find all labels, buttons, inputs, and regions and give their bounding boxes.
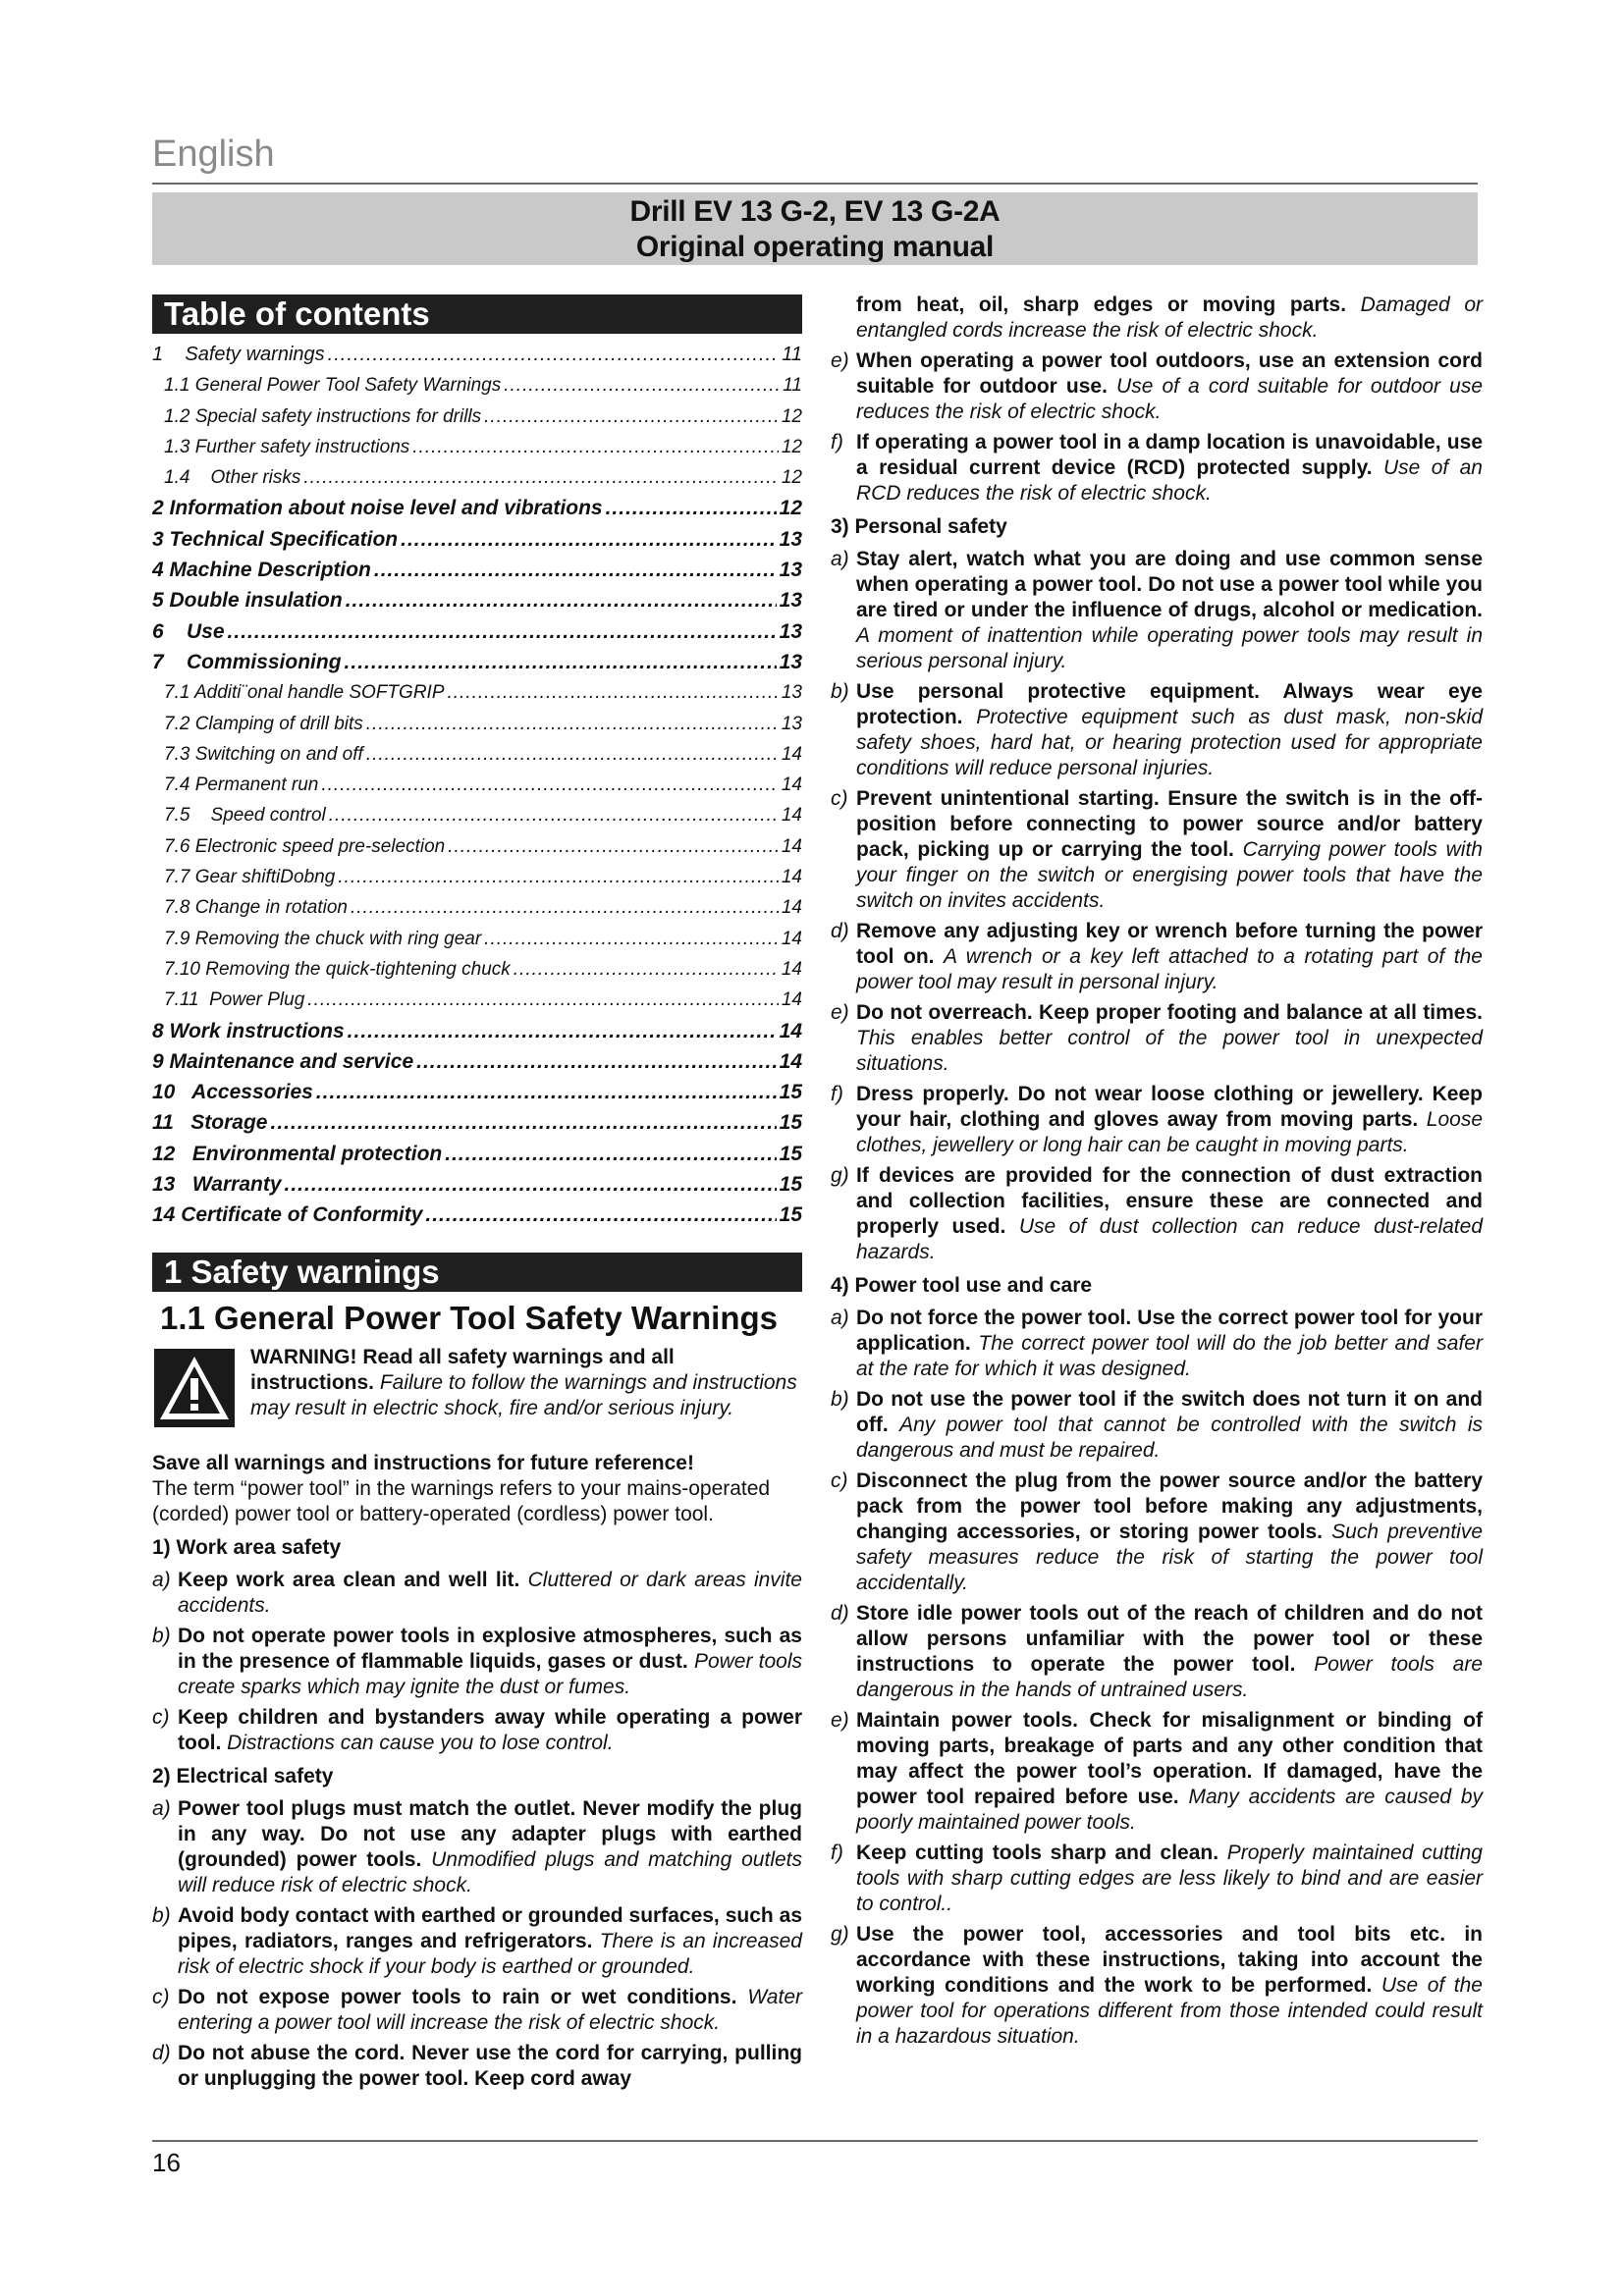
item-text: A wrench or a key left attached to a rotating part of the power tool may result in personal injury. (856, 945, 1483, 993)
list-item (152, 1705, 802, 1756)
toc-dot-leader (328, 340, 780, 370)
toc-entry[interactable] (152, 739, 802, 770)
page-number: 16 (152, 2148, 181, 2177)
toc-dot-leader (401, 524, 777, 555)
list-item (152, 1985, 802, 2036)
toc-entry-label: 7 Commissioning (152, 650, 342, 673)
item-text: Such preventive safety measures reduce the risk of starting the power tool accidentally. (856, 1521, 1484, 1594)
toc-entry-label: 14 Certificate of Conformity (152, 1203, 423, 1227)
item-text: Power tools create sparks which may ignite the dust or fumes. (178, 1649, 803, 1698)
item-body (178, 1624, 802, 1700)
item-bold: Use personal protective equipment. Always wear eye protection. (856, 680, 1483, 728)
toc-entry-label: 7.1 Additi¨onal handle SOFTGRIP (164, 682, 445, 704)
toc-entry-label: 1.2 Special safety instructions for drills (164, 405, 482, 427)
warning-text: Failure to follow the warnings and instructions may result in electric shock, fire and/or serious injury. (250, 1370, 797, 1419)
toc-entry-label: 7.5 Speed control (164, 805, 326, 827)
toc-dot-leader (448, 831, 779, 862)
toc-dot-leader (303, 462, 778, 493)
item-text: Loose clothes, jewellery or long hair can be caught in moving parts. (856, 1108, 1484, 1156)
item-bold: Dress properly. Do not wear loose clothing or jewellery. Keep your hair, clothing and gloves away from moving parts. (856, 1083, 1483, 1131)
item-bold: Disconnect the plug from the power source and/or the battery pack from the power tool before making any adjustments, changing accessories, or storing power tools. (856, 1469, 1483, 1543)
toc-entry-label: 7.8 Change in rotation (164, 897, 348, 919)
item-bold: Do not expose power tools to rain or wet conditions. (178, 1985, 737, 2008)
item-body (856, 430, 1483, 507)
item-bold: Avoid body contact with earthed or grounded surfaces, such as pipes, radiators, ranges and refrigerators. (178, 1903, 802, 1952)
list-item (831, 1163, 1483, 1265)
electrical-safety-continued (831, 348, 1483, 507)
toc-dot-leader (606, 493, 777, 523)
toc-entry-page: 11 (783, 375, 802, 397)
toc-entry-label: 2 Information about noise level and vibrations (152, 497, 603, 520)
subsection-heading: 1.1 General Power Tool Safety Warnings (160, 1299, 778, 1336)
item-body (856, 1000, 1483, 1077)
toc-entry-page: 13 (779, 650, 802, 673)
group-title: 4) Power tool use and care (831, 1274, 1093, 1297)
item-marker: a) (152, 1796, 171, 1820)
toc-entry-page: 13 (779, 559, 802, 582)
item-body (856, 1468, 1483, 1596)
list-item (831, 1000, 1483, 1077)
toc-entry-page: 12 (781, 405, 802, 427)
toc-entry-page: 15 (779, 1111, 802, 1135)
item-body (856, 547, 1483, 674)
toc-dot-leader (316, 1077, 777, 1107)
toc-entry[interactable] (152, 1016, 802, 1046)
item-text: Carrying power tools with your finger on the switch or energising power tools that have the switch on invites accidents. (856, 838, 1483, 912)
toc-entry-label: 5 Double insulation (152, 589, 343, 613)
item-marker: c) (831, 1469, 848, 1492)
list-item (831, 1082, 1483, 1158)
toc-entry-label: 7.9 Removing the chuck with ring gear (164, 928, 482, 949)
toc-dot-leader (374, 555, 777, 585)
toc-entry-page: 14 (779, 1019, 802, 1042)
toc-entry-page: 12 (781, 467, 802, 489)
toc-dot-leader (412, 432, 779, 462)
item-marker: d) (831, 920, 849, 942)
toc-entry-label: 10 Accessories (152, 1081, 313, 1104)
item-marker: g) (831, 1164, 849, 1187)
warning-bold-text: WARNING! Read all safety warnings and all instructions. (250, 1345, 675, 1394)
item-bold: from heat, oil, sharp edges or moving parts. (856, 294, 1347, 316)
item-body (178, 2041, 802, 2092)
list-item (152, 1624, 802, 1700)
list-item (831, 1601, 1483, 1703)
item-bold: Stay alert, watch what you are doing and use common sense when operating a power tool. Do not use a power tool while you are tired or under the influence of drugs, alcohol or medication. (856, 548, 1483, 621)
toc-entry[interactable] (152, 677, 802, 708)
toc-entry-page: 13 (779, 619, 802, 643)
toc-entry[interactable] (152, 555, 802, 585)
item-bold: Do not force the power tool. Use the correct power tool for your application. (856, 1307, 1483, 1355)
item-bold: Do not operate power tools in explosive atmospheres, such as in the presence of flammable liquids, gases or dust. (178, 1624, 802, 1673)
toc-entry[interactable] (152, 1107, 802, 1138)
toc-dot-leader (346, 585, 777, 615)
item-body (178, 1985, 802, 2036)
toc-dot-leader (271, 1107, 777, 1138)
toc-entry-page: 15 (779, 1081, 802, 1104)
language-label: English (152, 133, 275, 175)
toc-entry-page: 14 (781, 835, 802, 857)
toc-entry-label: 8 Work instructions (152, 1019, 345, 1042)
item-text: Unmodified plugs and matching outlets will reduce risk of electric shock. (178, 1847, 802, 1896)
list-item (831, 1387, 1483, 1464)
item-body (856, 786, 1483, 914)
item-bold: Store idle power tools out of the reach of children and do not allow persons unfamiliar with the power tool or these instructions to operate the power tool. (856, 1602, 1483, 1676)
toc-entry[interactable] (152, 1077, 802, 1107)
toc-entry-page: 14 (779, 1049, 802, 1073)
item-marker: e) (831, 1001, 849, 1024)
toc-dot-leader (484, 924, 779, 954)
item-marker: c) (152, 1705, 170, 1729)
toc-entry-label: 3 Technical Specification (152, 527, 399, 551)
toc-dot-leader (351, 892, 779, 923)
list-item (831, 430, 1483, 507)
toc-dot-leader (366, 739, 779, 770)
toc-entry-page: 14 (781, 897, 802, 919)
list-item (831, 679, 1483, 781)
toc-entry-page: 14 (781, 867, 802, 888)
left-column (152, 294, 802, 2092)
toc-entry[interactable] (152, 524, 802, 555)
warning-box (152, 1345, 802, 1429)
toc-entry-page: 14 (781, 958, 802, 980)
toc-dot-leader (425, 1200, 776, 1230)
toc-entry[interactable] (152, 493, 802, 523)
toc-entry-label: 7.11 Power Plug (164, 989, 305, 1011)
item-body (178, 1568, 802, 1619)
toc-entry-label: 6 Use (152, 619, 225, 643)
item-bold: Remove any adjusting key or wrench before turning the power tool on. (856, 920, 1483, 968)
document-title: Drill EV 13 G-2, EV 13 G-2A (629, 195, 1001, 228)
toc-dot-leader (228, 616, 777, 647)
item-body (178, 1903, 802, 1980)
item-bold: Power tool plugs must match the outlet. Never modify the plug in any way. Do not use any adapter plugs with earthed (grounded) power tools. (178, 1796, 802, 1871)
toc-entry-label: 7.7 Gear shiftiDobng (164, 867, 336, 888)
section-heading: 1 Safety warnings (152, 1253, 802, 1292)
group-title: 3) Personal safety (831, 515, 1007, 538)
term-paragraph: The term “power tool” in the warnings refers to your mains-operated (corded) power tool or battery-operated (cordless) power tool. (152, 1476, 771, 1525)
toc-entry-page: 14 (781, 743, 802, 765)
list-item (152, 1903, 802, 1980)
item-body (856, 1601, 1483, 1703)
warning-triangle-icon (154, 1349, 235, 1427)
toc-entry-label: 7.6 Electronic speed pre-selection (164, 835, 446, 857)
toc-dot-leader (321, 770, 778, 800)
toc-entry[interactable] (152, 985, 802, 1015)
list-item (831, 1922, 1483, 2050)
item-marker: b) (152, 1624, 171, 1647)
item-body (856, 679, 1483, 781)
item-text: Any power tool that cannot be controlled with the switch is dangerous and must be repaired. (856, 1414, 1483, 1462)
item-bold: Use the power tool, accessories and tool bits etc. in accordance with these instructions, taking into account the working conditions and the work to be performed. (856, 1923, 1483, 1997)
toc-entry[interactable] (152, 770, 802, 800)
list-item (831, 547, 1483, 674)
item-marker: b) (831, 1388, 849, 1411)
toc-entry[interactable] (152, 370, 802, 400)
toc-dot-leader (504, 370, 780, 400)
item-bold: If devices are provided for the connection of dust extraction and collection facilities, ensure these are connected and properly used. (856, 1164, 1483, 1238)
item-body (856, 1163, 1483, 1265)
list-item (831, 919, 1483, 995)
toc-entry-label: 11 Storage (152, 1111, 268, 1135)
item-marker: a) (831, 1307, 849, 1329)
list-item (831, 348, 1483, 425)
item-bold: If operating a power tool in a damp location is unavoidable, use a residual current device (RCD) protected supply. (856, 431, 1483, 479)
toc-entry-page: 14 (781, 989, 802, 1011)
item-marker: e) (831, 1709, 849, 1732)
toc-entry[interactable] (152, 1200, 802, 1230)
toc-dot-leader (445, 1139, 776, 1169)
toc-entry[interactable] (152, 1169, 802, 1200)
item-text: Properly maintained cutting tools with sharp cutting edges are less likely to bind and are easier to control.. (856, 1842, 1483, 1915)
list-item (831, 1306, 1483, 1382)
item-bold: Prevent unintentional starting. Ensure the switch is in the off-position before connecting to power source and/or battery pack, picking up or carrying the tool. (856, 787, 1483, 861)
toc-entry-page: 15 (779, 1173, 802, 1197)
item-text: Cluttered or dark areas invite accidents. (178, 1568, 802, 1617)
item-body (856, 919, 1483, 995)
toc-dot-leader (448, 677, 779, 708)
item-bold: When operating a power tool outdoors, use an extension cord suitable for outdoor use. (856, 349, 1483, 398)
item-body (856, 1306, 1483, 1382)
item-text: Use of a cord suitable for outdoor use reduces the risk of electric shock. (856, 375, 1483, 423)
item-text: Many accidents are caused by poorly maintained power tools. (856, 1786, 1484, 1834)
item-marker: a) (152, 1568, 171, 1591)
item-marker: d) (152, 2041, 171, 2064)
item-text: Use of an RCD reduces the risk of electric shock. (856, 456, 1483, 505)
toc-entry[interactable] (152, 647, 802, 677)
toc-entry[interactable] (152, 831, 802, 862)
toc-entry-label: 4 Machine Description (152, 559, 371, 582)
item-marker: d) (831, 1602, 849, 1625)
toc-entry-page: 14 (781, 928, 802, 949)
list-item (831, 1708, 1483, 1836)
item-text: Protective equipment such as dust mask, non-skid safety shoes, hard hat, or hearing protection used for appropriate conditions will reduce personal injuries. (856, 706, 1483, 779)
header-divider (152, 183, 1478, 185)
toc-entry-page: 12 (781, 436, 802, 457)
toc-entry[interactable] (152, 709, 802, 739)
toc-entry-page: 13 (781, 682, 802, 704)
toc-dot-leader (366, 709, 779, 739)
toc-dot-leader (416, 1046, 777, 1077)
item-marker: f) (831, 1083, 843, 1105)
toc-dot-leader (285, 1169, 777, 1200)
item-bold: Keep children and bystanders away while operating a power tool. (178, 1705, 802, 1754)
toc-entry-label: 7.4 Permanent run (164, 774, 319, 796)
item-text: Power tools are dangerous in the hands of untrained users. (856, 1653, 1483, 1701)
toc-entry[interactable] (152, 800, 802, 830)
toc-entry[interactable] (152, 954, 802, 985)
toc-entry-label: 7.10 Removing the quick-tightening chuck (164, 958, 511, 980)
footer-divider (152, 2140, 1478, 2142)
item-body (856, 1922, 1483, 2050)
toc-entry[interactable] (152, 616, 802, 647)
list-item (831, 293, 1483, 344)
item-text: Damaged or entangled cords increase the risk of electric shock. (856, 294, 1483, 342)
item-text: The correct power tool will do the job better and safer at the rate for which it was designed. (856, 1332, 1483, 1380)
table-of-contents (152, 340, 802, 1231)
item-body (178, 1705, 802, 1756)
item-body (856, 1387, 1483, 1464)
item-bold: Maintain power tools. Check for misalignment or binding of moving parts, breakage of parts and any other condition that may affect the power tool’s operation. If damaged, have the power tool repaired before use. (856, 1709, 1483, 1808)
item-marker: g) (831, 1923, 849, 1946)
item-bold: Do not use the power tool if the switch does not turn it on and off. (856, 1388, 1483, 1436)
toc-entry-page: 13 (779, 527, 802, 551)
toc-dot-leader (307, 985, 779, 1015)
item-marker: b) (152, 1903, 171, 1927)
list-item (831, 1468, 1483, 1596)
item-marker: f) (831, 431, 843, 454)
toc-dot-leader (484, 401, 779, 432)
toc-entry-page: 12 (779, 497, 802, 520)
item-bold: Do not abuse the cord. Never use the cord for carrying, pulling or unplugging the power tool. Keep cord away (178, 2041, 802, 2090)
toc-dot-leader (345, 647, 777, 677)
item-text: This enables better control of the power tool in unexpected situations. (856, 1027, 1483, 1075)
toc-entry-label: 1.3 Further safety instructions (164, 436, 410, 457)
item-text: Water entering a power tool will increase the risk of electric shock. (178, 1985, 802, 2034)
toc-entry[interactable] (152, 862, 802, 892)
toc-entry[interactable] (152, 892, 802, 923)
item-bold: Keep cutting tools sharp and clean. (856, 1842, 1219, 1864)
item-text: A moment of inattention while operating power tools may result in serious personal injury. (856, 624, 1483, 672)
toc-entry[interactable] (152, 462, 802, 493)
list-item (831, 1841, 1483, 1917)
item-bold: Keep work area clean and well lit. (178, 1568, 520, 1591)
toc-entry-label: 7.3 Switching on and off (164, 743, 363, 765)
save-instructions: Save all warnings and instructions for future reference! (152, 1451, 694, 1474)
left-warning-groups (152, 1533, 802, 2092)
list-item (152, 2041, 802, 2092)
toc-entry-label: 1.1 General Power Tool Safety Warnings (164, 375, 502, 397)
toc-dot-leader (329, 800, 779, 830)
item-body (856, 1082, 1483, 1158)
item-marker: f) (831, 1842, 843, 1864)
document-subtitle: Original operating manual (635, 231, 995, 263)
toc-dot-leader (338, 862, 779, 892)
item-body (856, 1708, 1483, 1836)
toc-entry-label: 7.2 Clamping of drill bits (164, 713, 363, 734)
document-title-banner (152, 192, 1478, 265)
toc-entry-page: 15 (779, 1203, 802, 1227)
item-text: Use of the power tool for operations different from those intended could result in a hazardous situation. (856, 1974, 1483, 2048)
toc-entry-page: 13 (781, 713, 802, 734)
toc-entry-label: 12 Environmental protection (152, 1142, 443, 1165)
toc-entry-page: 11 (782, 344, 802, 365)
item-marker: c) (831, 787, 848, 810)
item-marker: c) (152, 1985, 170, 2008)
item-text: There is an increased risk of electric shock if your body is earthed or grounded. (178, 1929, 802, 1978)
toc-entry[interactable] (152, 924, 802, 954)
list-item (152, 1568, 802, 1619)
item-marker: e) (831, 349, 849, 372)
toc-entry[interactable] (152, 340, 802, 370)
toc-entry[interactable] (152, 1046, 802, 1077)
toc-dot-leader (514, 954, 779, 985)
toc-entry-label: 13 Warranty (152, 1173, 282, 1197)
toc-entry[interactable] (152, 1139, 802, 1169)
toc-entry[interactable] (152, 585, 802, 615)
right-column (831, 293, 1483, 2050)
group-title: 2) Electrical safety (152, 1764, 334, 1788)
list-item (152, 1796, 802, 1898)
right-warning-groups (831, 512, 1483, 2050)
item-body (856, 1841, 1483, 1917)
toc-dot-leader (348, 1016, 777, 1046)
item-text: Use of dust collection can reduce dust-related hazards. (856, 1215, 1483, 1263)
item-marker: a) (831, 548, 849, 570)
list-item (831, 786, 1483, 914)
toc-entry-label: 1.4 Other risks (164, 467, 301, 489)
toc-entry-page: 15 (779, 1142, 802, 1165)
toc-heading: Table of contents (152, 294, 802, 334)
item-bold: Do not overreach. Keep proper footing and balance at all times. (856, 1001, 1483, 1024)
group-title: 1) Work area safety (152, 1535, 342, 1559)
toc-entry[interactable] (152, 432, 802, 462)
toc-entry[interactable] (152, 401, 802, 432)
item-body (178, 1796, 802, 1898)
item-text: Distractions can cause you to lose control. (227, 1731, 614, 1754)
toc-entry-page: 14 (781, 805, 802, 827)
toc-entry-page: 14 (781, 774, 802, 796)
toc-entry-page: 13 (779, 589, 802, 613)
item-marker: b) (831, 680, 849, 703)
toc-entry-label: 1 Safety warnings (152, 344, 325, 365)
item-body (856, 348, 1483, 425)
toc-entry-label: 9 Maintenance and service (152, 1049, 414, 1073)
